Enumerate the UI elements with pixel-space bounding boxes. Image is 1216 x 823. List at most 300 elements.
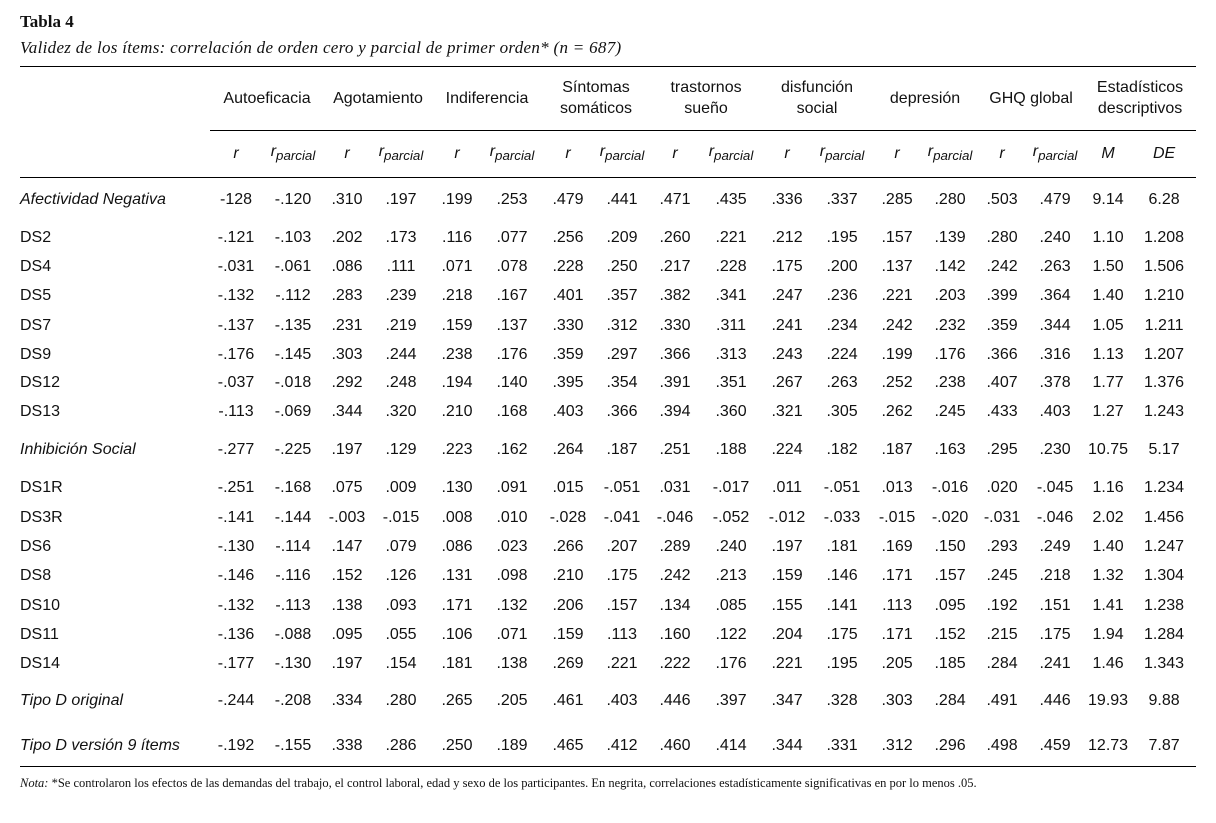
table-cell: .113	[607, 625, 637, 643]
table-cell: .399	[986, 287, 1018, 304]
table-cell: -.141	[217, 508, 255, 526]
subheader-de: DE	[1152, 144, 1176, 162]
table-cell: .242	[881, 317, 913, 334]
table-cell: .147	[331, 537, 363, 555]
table-cell: -.121	[217, 229, 255, 246]
table-cell: -.088	[274, 625, 312, 643]
table-cell: .137	[881, 258, 913, 275]
table-cell: -.113	[218, 403, 254, 420]
table-row	[20, 253, 1196, 281]
table-cell: 1.13	[1092, 346, 1124, 363]
table-cell: .181	[441, 654, 473, 672]
table-cell: .197	[771, 537, 803, 555]
table-cell: -.176	[217, 346, 255, 363]
table-cell: .192	[986, 596, 1018, 614]
table-cell: -.112	[275, 287, 311, 304]
table-cell: 1.284	[1144, 625, 1185, 643]
subheader-r-partial-sub: parcial	[276, 148, 316, 164]
table-cell: .176	[934, 346, 966, 363]
table-cell: -.017	[712, 479, 750, 496]
table-cell: .280	[934, 191, 966, 208]
table-cell: .224	[771, 441, 803, 458]
table-cell: .111	[386, 258, 416, 275]
table-cell: .310	[331, 191, 363, 208]
table-cell: 1.376	[1144, 374, 1185, 391]
table-cell: .241	[1039, 654, 1071, 672]
table-cell: .364	[1039, 287, 1071, 304]
table-row	[20, 620, 1196, 649]
group-header	[324, 66, 432, 130]
table-cell: 1.210	[1144, 287, 1185, 304]
table-cell: .330	[552, 317, 584, 334]
table-cell: -.052	[712, 508, 750, 526]
table-cell: -.114	[275, 537, 311, 555]
table-cell: .159	[771, 567, 803, 584]
table-cell: -.031	[217, 258, 255, 275]
table-cell: 7.87	[1148, 737, 1180, 754]
table-cell: -.031	[983, 508, 1021, 526]
table-cell: .132	[496, 596, 528, 614]
table-cell: .242	[986, 258, 1018, 275]
table-cell: .098	[496, 567, 528, 584]
table-cell: .212	[771, 229, 803, 246]
table-cell: .011	[772, 479, 802, 496]
group-header	[432, 66, 542, 130]
table-cell: .155	[771, 596, 803, 614]
table-cell: .394	[659, 403, 691, 420]
row-label: DS1R	[20, 479, 63, 496]
table-cell: .397	[715, 692, 747, 709]
row-label: DS2	[20, 229, 52, 246]
group-header	[1084, 66, 1196, 130]
table-cell: .137	[496, 317, 528, 334]
subheader-r-partial-base: r	[378, 143, 385, 161]
table-cell: .141	[826, 596, 858, 614]
table-cell: .360	[715, 403, 747, 420]
table-cell: -.177	[217, 654, 255, 672]
table-cell: .159	[552, 625, 584, 643]
table-cell: .354	[606, 374, 638, 391]
table-cell: .347	[771, 692, 803, 709]
table-cell: .378	[1039, 374, 1071, 391]
table-cell: .328	[826, 692, 858, 709]
table-cell: 2.02	[1092, 508, 1124, 526]
table-cell: .247	[771, 287, 803, 304]
table-cell: .320	[385, 403, 417, 420]
table-cell: .210	[552, 567, 584, 584]
table-cell: .297	[606, 346, 638, 363]
table-cell: -.003	[328, 508, 366, 526]
table-cell: .265	[441, 692, 473, 709]
table-cell: .312	[606, 317, 638, 334]
table-cell: 1.32	[1092, 567, 1124, 584]
table-cell: 1.77	[1092, 374, 1124, 391]
table-cell: .151	[1039, 596, 1071, 614]
table-cell: .460	[659, 737, 691, 754]
subheader-r: r	[999, 144, 1005, 162]
table-cell: .221	[771, 654, 803, 672]
table-cell: .479	[552, 191, 584, 208]
subheader-r-partial-sub: parcial	[933, 148, 973, 164]
group-header-line: trastornos	[670, 79, 742, 96]
table-cell: .285	[881, 191, 913, 208]
row-label: DS6	[20, 537, 52, 555]
table-cell: 1.243	[1144, 403, 1185, 420]
table-row	[20, 503, 1196, 532]
table-cell: .503	[986, 191, 1018, 208]
table-cell: .267	[771, 374, 803, 391]
subheader-r: r	[454, 144, 460, 162]
subheader-r-partial-base: r	[489, 143, 496, 161]
table-cell: .256	[552, 229, 584, 246]
table-cell: .337	[826, 191, 858, 208]
table-cell: .152	[934, 625, 966, 643]
table-cell: .020	[986, 479, 1018, 496]
table-cell: .095	[934, 596, 966, 614]
table-cell: .221	[715, 229, 747, 246]
table-cell: .359	[986, 317, 1018, 334]
table-cell: .171	[881, 625, 913, 643]
table-cell: .129	[385, 441, 417, 458]
subheader-r-partial-base: r	[927, 143, 934, 161]
table-cell: .366	[606, 403, 638, 420]
table-cell: -.012	[768, 508, 806, 526]
table-cell: .095	[331, 625, 363, 643]
table-cell: -.130	[274, 654, 312, 672]
group-header-line: somáticos	[560, 100, 633, 117]
validity-table	[20, 66, 1196, 768]
table-cell: .284	[934, 692, 966, 709]
row-label-header	[20, 66, 210, 130]
table-cell: .446	[659, 692, 691, 709]
table-cell: .195	[826, 229, 858, 246]
subheader-r: r	[784, 144, 790, 162]
table-cell: .351	[715, 374, 747, 391]
table-cell: .359	[552, 346, 584, 363]
table-cell: .366	[659, 346, 691, 363]
subheader-row	[20, 130, 1196, 177]
table-cell: .341	[715, 287, 747, 304]
subheader-r: r	[894, 144, 900, 162]
table-cell: .433	[986, 403, 1018, 420]
table-cell: .221	[881, 287, 913, 304]
table-cell: -.244	[217, 692, 255, 709]
table-cell: .207	[606, 537, 638, 555]
table-cell: -.113	[275, 596, 311, 614]
table-cell: .176	[496, 346, 528, 363]
table-cell: .093	[385, 596, 417, 614]
subheader-r-partial-sub: parcial	[495, 148, 535, 164]
table-cell: .498	[986, 737, 1018, 754]
table-cell: .471	[659, 191, 691, 208]
table-cell: -.146	[217, 567, 255, 584]
table-title: Tabla 4	[20, 12, 74, 31]
table-cell: .219	[385, 317, 417, 334]
table-cell: .203	[934, 287, 966, 304]
table-cell: .465	[552, 737, 584, 754]
table-cell: .168	[496, 403, 528, 420]
table-cell: .240	[715, 537, 747, 555]
table-cell: -.136	[217, 625, 255, 643]
table-cell: .232	[934, 317, 966, 334]
table-cell: .407	[986, 374, 1018, 391]
row-label: Inhibición Social	[20, 441, 136, 458]
table-cell: 1.27	[1092, 403, 1124, 420]
table-cell: .122	[715, 625, 747, 643]
table-cell: .055	[385, 625, 417, 643]
table-cell: .010	[496, 508, 528, 526]
table-cell: .194	[441, 374, 473, 391]
table-cell: .008	[441, 508, 473, 526]
table-cell: .023	[496, 537, 528, 555]
table-cell: .176	[715, 654, 747, 672]
table-cell: -.130	[217, 537, 255, 555]
row-label: DS3R	[20, 508, 63, 526]
subheader-r-partial-base: r	[1032, 143, 1039, 161]
table-cell: -.018	[274, 374, 312, 391]
table-cell: -.208	[274, 692, 312, 709]
subheader-r-partial-sub: parcial	[1038, 148, 1078, 164]
table-cell: .338	[331, 737, 363, 754]
table-cell: .218	[441, 287, 473, 304]
table-cell: .197	[331, 654, 363, 672]
table-cell: .199	[881, 346, 913, 363]
group-header-line: GHQ global	[989, 89, 1073, 107]
group-header-line: Síntomas	[562, 79, 630, 96]
table-cell: -.137	[217, 317, 255, 334]
table-cell: .146	[826, 567, 858, 584]
table-body	[20, 177, 1196, 768]
table-cell: .334	[331, 692, 363, 709]
group-header	[762, 66, 872, 130]
table-cell: .312	[881, 737, 913, 754]
table-cell: .171	[881, 567, 913, 584]
table-cell: .284	[986, 654, 1018, 672]
subheader-r-partial	[1026, 130, 1084, 177]
table-cell: .188	[715, 441, 747, 458]
table-cell: .131	[441, 567, 473, 584]
table-cell: .182	[826, 441, 858, 458]
table-cell: 1.247	[1144, 537, 1185, 555]
table-cell: -.015	[878, 508, 916, 526]
table-row	[20, 397, 1196, 427]
subheader-r-partial-base: r	[708, 143, 715, 161]
table-cell: .167	[496, 287, 528, 304]
group-header	[650, 66, 762, 130]
table-cell: -.251	[217, 479, 255, 496]
table-cell: .126	[385, 567, 417, 584]
table-cell: 9.88	[1148, 692, 1180, 709]
table-row	[20, 561, 1196, 591]
subheader-r-partial	[812, 130, 872, 177]
table-cell: .283	[331, 287, 363, 304]
table-cell: .009	[385, 479, 417, 496]
table-row	[20, 281, 1196, 311]
subheader-r-partial	[262, 130, 324, 177]
table-cell: .269	[552, 654, 584, 672]
table-cell: .222	[659, 654, 691, 672]
table-cell: -.277	[217, 441, 255, 458]
table-cell: .311	[716, 317, 746, 334]
row-label: DS9	[20, 346, 52, 363]
table-cell: .187	[881, 441, 913, 458]
table-cell: .218	[1039, 567, 1071, 584]
row-label: DS7	[20, 317, 52, 334]
table-cell: .238	[441, 346, 473, 363]
table-cell: -.192	[217, 737, 255, 754]
table-cell: .157	[881, 229, 913, 246]
table-cell: .197	[331, 441, 363, 458]
table-cell: .221	[606, 654, 638, 672]
table-cell: .181	[826, 537, 858, 555]
subheader-r: r	[672, 144, 678, 162]
table-cell: -.120	[274, 191, 312, 208]
table-cell: .205	[881, 654, 913, 672]
table-cell: .263	[826, 374, 858, 391]
subheader-r-partial	[370, 130, 432, 177]
table-cell: .262	[881, 403, 913, 420]
table-cell: 1.304	[1144, 567, 1185, 584]
table-cell: -.016	[931, 479, 969, 496]
table-cell: .280	[385, 692, 417, 709]
table-cell: .250	[606, 258, 638, 275]
table-cell: -.168	[274, 479, 312, 496]
subheader-r-partial-sub: parcial	[825, 148, 865, 164]
table-cell: .412	[606, 737, 638, 754]
table-cell: .139	[934, 229, 966, 246]
note-label: Nota:	[20, 776, 49, 790]
row-label: DS13	[20, 403, 61, 420]
table-cell: .250	[441, 737, 473, 754]
group-header	[872, 66, 978, 130]
table-cell: .079	[385, 537, 417, 555]
table-cell: .303	[881, 692, 913, 709]
table-note	[20, 776, 977, 791]
table-cell: 1.208	[1144, 229, 1185, 246]
table-cell: 9.14	[1092, 191, 1124, 208]
table-row	[20, 649, 1196, 678]
table-cell: .366	[986, 346, 1018, 363]
table-cell: .224	[826, 346, 858, 363]
table-cell: .238	[934, 374, 966, 391]
subheader-r-partial	[700, 130, 762, 177]
table-cell: .013	[881, 479, 913, 496]
group-header-line: depresión	[889, 89, 961, 107]
table-cell: .189	[496, 737, 528, 754]
table-cell: .336	[771, 191, 803, 208]
subheader-r-partial	[482, 130, 542, 177]
table-cell: .195	[826, 654, 858, 672]
table-cell: -.020	[931, 508, 969, 526]
table-cell: .162	[496, 441, 528, 458]
table-cell: .142	[934, 258, 966, 275]
subheader-r-partial-sub: parcial	[605, 148, 645, 164]
row-label: Tipo D original	[20, 692, 124, 709]
note-text: *Se controlaron los efectos de las demandas del trabajo, el control laboral, edad y sexo de los participantes. En negrita, correlaciones estadísticamente significativas en por lo menos .05.	[48, 776, 977, 790]
table-cell: 1.16	[1092, 479, 1124, 496]
table-cell: .435	[715, 191, 747, 208]
group-header-row	[20, 66, 1196, 130]
table-cell: .130	[441, 479, 473, 496]
table-cell: 1.343	[1144, 654, 1185, 672]
table-cell: .293	[986, 537, 1018, 555]
table-cell: .403	[1039, 403, 1071, 420]
table-cell: -.046	[1036, 508, 1074, 526]
table-cell: .116	[442, 229, 472, 246]
table-cell: .303	[331, 346, 363, 363]
table-cell: 6.28	[1148, 191, 1180, 208]
table-cell: .245	[934, 403, 966, 420]
table-row	[20, 223, 1196, 253]
table-cell: .321	[771, 403, 803, 420]
subheader-r-partial-base: r	[270, 143, 277, 161]
table-cell: .286	[385, 737, 417, 754]
table-cell: .140	[496, 374, 528, 391]
table-cell: .197	[385, 191, 417, 208]
table-cell: .157	[606, 596, 638, 614]
group-header-line: Agotamiento	[333, 89, 423, 107]
table-cell: .479	[1039, 191, 1071, 208]
table-cell: .071	[441, 258, 473, 275]
table-row	[20, 341, 1196, 369]
table-cell: .253	[496, 191, 528, 208]
table-cell: .138	[496, 654, 528, 672]
subheader-r: r	[344, 144, 350, 162]
table-subtitle: Validez de los ítems: correlación de orden cero y parcial de primer orden* (n = 687)	[20, 38, 622, 57]
table-cell: .461	[552, 692, 584, 709]
row-label: Afectividad Negativa	[20, 191, 166, 208]
table-cell: .330	[659, 317, 691, 334]
table-cell: .154	[385, 654, 417, 672]
table-cell: .071	[496, 625, 528, 643]
table-cell: .175	[606, 567, 638, 584]
table-cell: .289	[659, 537, 691, 555]
table-cell: .357	[606, 287, 638, 304]
table-cell: 1.41	[1092, 596, 1124, 614]
group-header-line: Estadísticos	[1096, 79, 1184, 96]
table-cell: .344	[1039, 317, 1071, 334]
table-cell: -.051	[823, 479, 861, 496]
table-cell: .152	[331, 567, 363, 584]
table-cell: .446	[1039, 692, 1071, 709]
table-cell: .305	[826, 403, 858, 420]
table-cell: .240	[1039, 229, 1071, 246]
table-cell: .078	[496, 258, 528, 275]
subheader-r: r	[565, 144, 571, 162]
table-cell: .171	[441, 596, 473, 614]
table-cell: .205	[496, 692, 528, 709]
table-cell: .075	[331, 479, 363, 496]
table-cell: .159	[441, 317, 473, 334]
table-cell: .414	[715, 737, 747, 754]
table-cell: -.225	[274, 441, 312, 458]
table-cell: .395	[552, 374, 584, 391]
table-cell: .491	[986, 692, 1018, 709]
table-cell: .401	[552, 287, 584, 304]
row-label: Tipo D versión 9 ítems	[20, 737, 180, 754]
table-cell: .236	[826, 287, 858, 304]
table-cell: .459	[1039, 737, 1071, 754]
table-cell: 10.75	[1088, 441, 1129, 458]
table-row	[20, 678, 1196, 724]
table-cell: 1.234	[1144, 479, 1185, 496]
table-cell: .228	[715, 258, 747, 275]
table-cell: .296	[934, 737, 966, 754]
row-label-subheader	[20, 130, 210, 177]
table-cell: 1.46	[1092, 654, 1124, 672]
subheader-m: M	[1101, 144, 1115, 162]
table-cell: 19.93	[1088, 692, 1129, 709]
